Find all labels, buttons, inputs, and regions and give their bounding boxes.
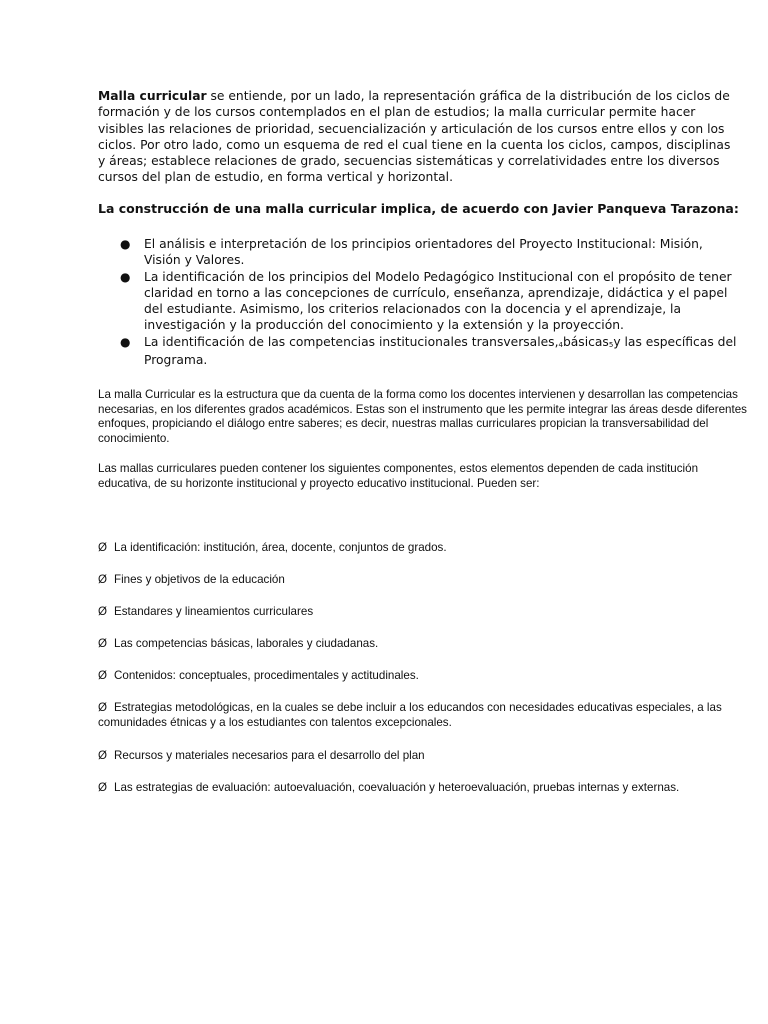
list-marker: Ø xyxy=(98,573,108,586)
list-item: Ø Recursos y materiales necesarios para el desarrollo del plan xyxy=(98,749,425,762)
list-item: Ø Estrategias metodológicas, en la cuales se debe incluir a los educandos con necesidades educativas especiales, a las comunidades étnicas y a los estudiantes con talentos excepcionales. xyxy=(98,701,722,729)
list-marker: Ø xyxy=(98,541,108,554)
list-item: Ø Estandares y lineamientos curriculares xyxy=(98,605,314,618)
bullet-icon: ● xyxy=(120,237,131,251)
list-marker: Ø xyxy=(98,669,108,682)
bullet-icon: ● xyxy=(120,334,131,349)
intro-text: se entiende, por un lado, la representación gráfica de la distribución de los ciclos de formación y de los cursos contemplados en el plan de estudios; la malla curricular permite hacer visibles las relaciones de prioridad, secuencialización y articulación de los cursos entre ellos y con los ciclos. Por otro lado, como un esquema de red el cual tiene en la cuenta los ciclos, campos, disciplinas y áreas; establece relaciones de grado, secuencias sistemáticas y correlatividades entre los diversos cursos del plan de estudio, en forma vertical y horizontal. xyxy=(98,89,731,185)
list-item: Ø Las estrategias de evaluación: autoevaluación, coevaluación y heteroevaluación, pruebas internas y externas. xyxy=(98,781,680,794)
intro-term: Malla curricular xyxy=(98,89,207,103)
bullet-icon: ● xyxy=(120,269,131,284)
list-marker: Ø xyxy=(98,605,108,618)
list-item: ● El análisis e interpretación de los principios orientadores del Proyecto Institucional: Misión, Visión y Valores. xyxy=(120,237,703,268)
footnote-ref: 4 xyxy=(558,340,563,349)
list-marker: Ø xyxy=(98,701,108,714)
list-item: Ø Contenidos: conceptuales, procedimentales y actitudinales. xyxy=(98,669,419,682)
list-item: Ø Fines y objetivos de la educación xyxy=(98,573,285,586)
principles-list xyxy=(98,236,738,368)
list-item: Ø Las competencias básicas, laborales y ciudadanas. xyxy=(98,637,379,650)
list-marker: Ø xyxy=(98,749,108,762)
intro-paragraph xyxy=(98,88,738,186)
section-heading: La construcción de una malla curricular implica, de acuerdo con Javier Panqueva Tarazona: xyxy=(98,201,739,216)
list-item: Ø La identificación: institución, área, docente, conjuntos de grados. xyxy=(98,541,447,554)
list-marker: Ø xyxy=(98,637,108,650)
list-marker: Ø xyxy=(98,781,108,794)
footnote-ref: 5 xyxy=(608,340,614,349)
malla-definition-paragraph: La malla Curricular es la estructura que da cuenta de la forma como los docentes intervienen y desarrollan las competencias necesarias, en los diferentes grados académicos. Estas son el instrumento que les permite integrar las áreas desde diferentes enfoques, propiciando el diálogo entre saberes; es decir, nuestras mallas curriculares propician la transversabilidad del conocimiento. xyxy=(98,388,747,445)
list-item: ● La identificación de las competencias institucionales transversales,4básicas5y las específicas del Programa. xyxy=(120,334,737,368)
components-intro-paragraph: Las mallas curriculares pueden contener los siguientes componentes, estos elementos dependen de cada institución educativa, de su horizonte institucional y proyecto educativo institucional. Pueden ser: xyxy=(98,462,699,490)
list-item: ● La identificación de los principios del Modelo Pedagógico Institucional con el propósito de tener claridad en torno a las concepciones de currículo, enseñanza, aprendizaje, didáctica y el papel del estudiante. Asimismo, los criterios relacionados con la docencia y el aprendizaje, la investigación y la producción del conocimiento y la extensión y la proyección. xyxy=(120,269,732,333)
